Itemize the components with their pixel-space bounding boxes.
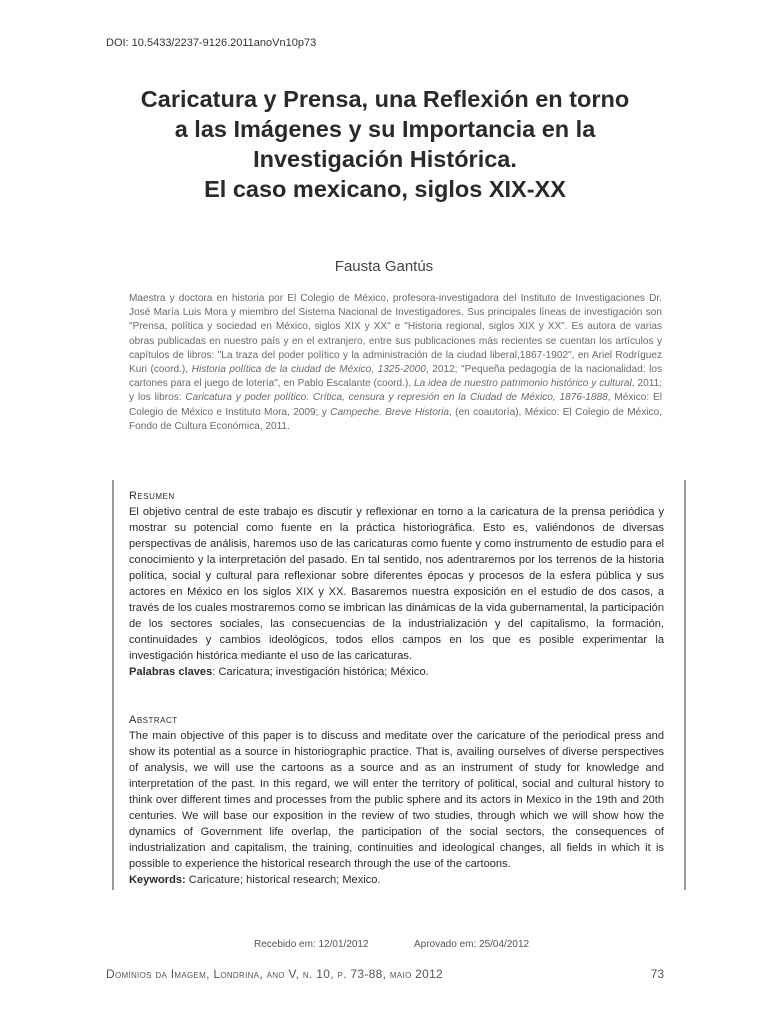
resumen-heading: Resumen — [129, 490, 175, 502]
abstract-keywords — [129, 872, 664, 888]
author-name: Fausta Gantús — [334, 258, 434, 275]
received-date: Recebido em: 12/01/2012 — [254, 939, 369, 950]
bio-italic: La idea de nuestro patrimonio histórico y cultural — [414, 378, 632, 390]
journal-footer: Domínios da Imagem, Londrina, ano V, n. 10, p. 73-88, maio 2012 — [106, 967, 444, 981]
resumen-section — [129, 488, 664, 680]
bio-text: , (en coautoría), México: El Colegio de México, Fondo de Cultura Económica, 2011. — [129, 406, 663, 432]
abstract-heading: Abstract — [129, 714, 178, 726]
page-number: 73 — [650, 967, 664, 981]
keywords-label: Palabras claves — [129, 666, 213, 678]
article-title — [80, 84, 690, 204]
abstract-body: The main objective of this paper is to discuss and meditate over the caricature of the periodical press and show its potential as a source in historiographic practice. That is, availing ourselves of diverse perspectives of analysis, we will use the cartoons as a source and as an instrument of study for knowledge and interpretation of the past. In this regard, we will enter the territory of political, social and cultural history to think over different times and processes from the public sphere and its actors in Mexico in the 19th and 20th centuries. We will base our exposition in the review of two studies, through which we will show how the dynamics of Government life overlap, the participation of the social sectors, the consequences of industrialization and capitalism, the training, continuities and ideological changes, all fields in which it is possible to experience the historical research through the use of the cartoons. — [129, 730, 664, 870]
title-line: Investigación Histórica. — [253, 146, 517, 172]
bio-italic: Campeche. Breve Historia — [330, 406, 450, 418]
abstract-section — [129, 712, 664, 888]
author-bio — [129, 292, 662, 434]
keywords-text: : Caricatura; investigación histórica; México. — [212, 666, 429, 678]
approved-date: Aprovado em: 25/04/2012 — [414, 939, 530, 950]
title-line: El caso mexicano, siglos XIX-XX — [204, 176, 566, 202]
doi-line: DOI: 10.5433/2237-9126.2011anoVn10p73 — [106, 37, 317, 49]
bio-text: Maestra y doctora en historia por El Colegio de México, profesora-investigadora del Instituto de Investigaciones Dr. José María Luis Mora y miembro del Sistema Nacional de Investigadores. Sus principales líneas de investigación son "Prensa, política y sociedad en México, siglos XIX y XX" e "Historia regional, siglos XIX y XX". Es autora de varias obras publicadas en nuestro país y en el extranjero, entre sus publicaciones más recientes se cuentan los artículos y capítulos de libros: "La traza del poder político y la administración de la ciudad liberal,1867-1902", en Ariel Rodríguez Kuri (coord.), — [129, 293, 662, 376]
bio-text: , México: El Colegio de México e Instituto Mora, 2009; y — [129, 392, 662, 418]
bio-italic: Caricatura y poder político. Crítica, censura y represión en la Ciudad de México, 1876-1888 — [185, 392, 608, 404]
keywords-label: Keywords: — [129, 874, 186, 886]
title-line: a las Imágenes y su Importancia en la — [174, 116, 596, 142]
title-line: Caricatura y Prensa, una Reflexión en torno — [140, 86, 630, 112]
resumen-keywords — [129, 664, 664, 680]
bio-italic: Historia política de la ciudad de México, 1325-2000 — [191, 364, 426, 376]
bio-text: , 2011; y los libros: — [129, 378, 663, 404]
keywords-text: Caricature; historical research; Mexico. — [185, 874, 381, 886]
bio-text: , 2012; "Pequeña pedagogía de la nacionalidad: los cartones para el juego de lotería", en Pablo Escalante (coord.), — [129, 364, 663, 390]
resumen-body: El objetivo central de este trabajo es discutir y reflexionar en torno a la caricatura de la prensa periódica y mostrar su potencial como fuente en la práctica historiográfica. Esto es, valiéndonos de diversas perspectivas de análisis, haremos uso de las caricaturas como fuente y como instrumento de estudio para el conocimiento y la interpretación del pasado. En tal sentido, nos adentraremos por los terrenos de la historia política, social y cultural para reflexionar sobre diferentes épocas y procesos de la esfera pública y sus actores en México en los siglos XIX y XX. Basaremos nuestra exposición en el estudio de dos casos, a través de los cuales mostraremos como se imbrican las dinámicas de la vida gubernamental, la participación de los sectores sociales, las consecuencias de la industrialización y del capitalismo, la formación, continuidades y cambios ideológicos, todos ellos campos en los que es posible experimentar la investigación histórica mediante el uso de las caricaturas. — [129, 506, 664, 662]
